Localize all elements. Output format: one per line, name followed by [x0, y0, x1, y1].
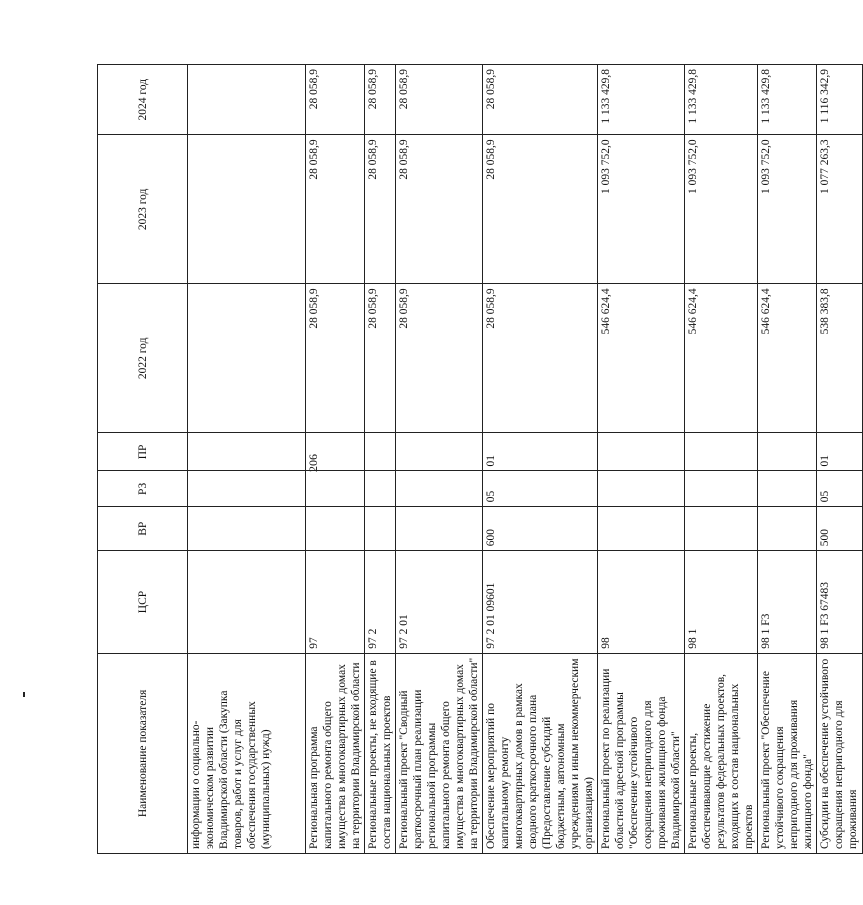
cell-pr	[365, 433, 396, 471]
cell-rz	[396, 471, 483, 507]
cell-csr: 97 2	[365, 551, 396, 653]
cell-rz	[758, 471, 817, 507]
cell-2022: 28 058,9	[396, 284, 483, 433]
table-container	[97, 64, 859, 854]
cell-rz	[306, 471, 365, 507]
budget-table	[97, 64, 863, 854]
cell-vr	[188, 507, 306, 551]
cell-rz: 05	[483, 471, 598, 507]
cell-2023: 1 077 263,3	[817, 135, 863, 284]
cell-pr	[188, 433, 306, 471]
header-2023: 2023 год	[98, 135, 188, 284]
margin-mark	[23, 692, 25, 697]
cell-2022: 546 624,4	[685, 284, 758, 433]
header-2022: 2022 год	[98, 284, 188, 433]
cell-2024: 28 058,9	[396, 65, 483, 135]
cell-pr	[685, 433, 758, 471]
cell-pr	[306, 433, 365, 471]
header-rz: РЗ	[98, 471, 188, 507]
cell-2023: 1 093 752,0	[598, 135, 685, 284]
cell-vr	[758, 507, 817, 551]
cell-name: Региональный проект "Обеспечение устойчивого сокращения непригодного для проживания жилищного фонда"	[758, 653, 817, 853]
cell-2024: 1 133 429,8	[685, 65, 758, 135]
cell-csr: 98 1 F3	[758, 551, 817, 653]
cell-csr: 97 2 01 09601	[483, 551, 598, 653]
cell-name: Региональные проекты, обеспечивающие достижение результатов федеральных проектов, входящих в состав национальных проектов	[685, 653, 758, 853]
cell-2022: 28 058,9	[483, 284, 598, 433]
cell-2023: 1 093 752,0	[758, 135, 817, 284]
cell-2024: 28 058,9	[483, 65, 598, 135]
cell-vr	[365, 507, 396, 551]
header-pr: ПР	[98, 433, 188, 471]
table-body	[188, 65, 863, 854]
cell-vr	[396, 507, 483, 551]
cell-2023: 28 058,9	[306, 135, 365, 284]
cell-2022: 546 624,4	[598, 284, 685, 433]
rotated-page	[97, 64, 859, 854]
cell-name: Региональная программа капитального ремонта общего имущества в многоквартирных домах на территории Владимирской области	[306, 653, 365, 853]
cell-vr	[685, 507, 758, 551]
cell-2024: 1 133 429,8	[758, 65, 817, 135]
header-row	[98, 65, 188, 854]
table-row	[483, 65, 598, 854]
cell-2023: 1 093 752,0	[685, 135, 758, 284]
table-row	[306, 65, 365, 854]
cell-name: Субсидии на обеспечение устойчивого сокращения непригодного для проживания	[817, 653, 863, 853]
cell-rz	[685, 471, 758, 507]
header-name: Наименование показателя	[98, 653, 188, 853]
cell-csr: 97 2 01	[396, 551, 483, 653]
table-row	[758, 65, 817, 854]
cell-rz	[188, 471, 306, 507]
cell-2024: 28 058,9	[306, 65, 365, 135]
cell-2024: 1 116 342,9	[817, 65, 863, 135]
table-row	[598, 65, 685, 854]
cell-2022: 538 383,8	[817, 284, 863, 433]
page-number: 206	[306, 454, 320, 472]
header-csr: ЦСР	[98, 551, 188, 653]
cell-2023	[188, 135, 306, 284]
cell-vr	[598, 507, 685, 551]
cell-rz	[365, 471, 396, 507]
cell-vr: 600	[483, 507, 598, 551]
cell-vr: 500	[817, 507, 863, 551]
header-2024: 2024 год	[98, 65, 188, 135]
cell-csr: 98 1	[685, 551, 758, 653]
cell-pr: 01	[483, 433, 598, 471]
cell-name: Региональный проект по реализации областной адресной программы "Обеспечение устойчивого сокращения непригодного для проживания жилищного фонда Владимирской области"	[598, 653, 685, 853]
cell-name: Региональные проекты, не входящие в состав национальных проектов	[365, 653, 396, 853]
cell-csr: 98	[598, 551, 685, 653]
cell-2024	[188, 65, 306, 135]
cell-pr: 01	[817, 433, 863, 471]
cell-2023: 28 058,9	[396, 135, 483, 284]
cell-2023: 28 058,9	[483, 135, 598, 284]
table-row	[685, 65, 758, 854]
cell-name: Региональный проект "Сводный краткосрочный план реализации региональной программы капитального ремонта общего имущества в многоквартирных домах на территории Владимирской области"	[396, 653, 483, 853]
cell-pr	[758, 433, 817, 471]
table-row	[188, 65, 306, 854]
cell-pr	[598, 433, 685, 471]
cell-2022	[188, 284, 306, 433]
cell-csr: 97	[306, 551, 365, 653]
cell-2022: 546 624,4	[758, 284, 817, 433]
cell-2022: 28 058,9	[365, 284, 396, 433]
cell-rz: 05	[817, 471, 863, 507]
cell-vr	[306, 507, 365, 551]
table-row	[365, 65, 396, 854]
cell-name: Обеспечение мероприятий по капитальному ремонту многоквартирных домов в рамках сводного краткосрочного плана (Предоставление субсидий бюджетным, автономным учреждениям и иным некоммерческим организациям)	[483, 653, 598, 853]
cell-csr	[188, 551, 306, 653]
cell-rz	[598, 471, 685, 507]
header-vr: ВР	[98, 507, 188, 551]
table-row	[817, 65, 863, 854]
cell-2022: 28 058,9	[306, 284, 365, 433]
cell-name: информации о социально-экономическом развитии Владимирской области (Закупка товаров, работ и услуг для обеспечения государственных (муниципальных) нужд)	[188, 653, 306, 853]
cell-pr	[396, 433, 483, 471]
table-row	[396, 65, 483, 854]
cell-2023: 28 058,9	[365, 135, 396, 284]
cell-2024: 28 058,9	[365, 65, 396, 135]
cell-2024: 1 133 429,8	[598, 65, 685, 135]
cell-csr: 98 1 F3 67483	[817, 551, 863, 653]
